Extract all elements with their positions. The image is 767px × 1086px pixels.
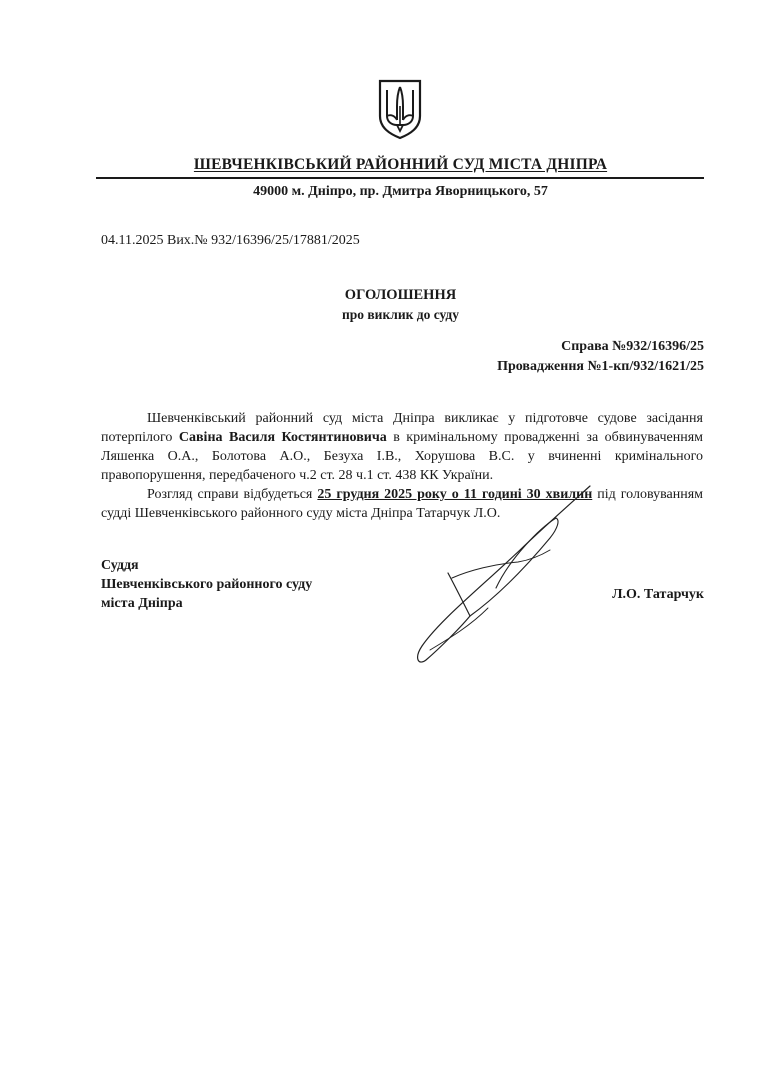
court-address: 49000 м. Дніпро, пр. Дмитра Яворницького, 57 xyxy=(253,184,548,199)
p1-start: Шевченківський районний суд міста Дніпра викликає у підготовче судове засідання потерпілого xyxy=(101,411,703,445)
header-divider xyxy=(96,177,704,179)
judge-title-line3: міста Дніпра xyxy=(101,596,183,611)
judge-title-line1: Суддя xyxy=(101,558,139,573)
judge-title-block xyxy=(101,556,312,613)
judge-name: Л.О. Татарчук xyxy=(612,587,704,602)
p1-end: в кримінальному провадженні за обвинуваченням Ляшенка О.А., Болотова А.О., Безуха І.В., Хорушова В.С. у вчиненні кримінального правопорушення, передбаченого ч.2 ст. 28 ч.1 ст. 438 КК України. xyxy=(101,430,703,483)
paragraph-summons xyxy=(101,409,703,485)
case-number: Справа №932/16396/25 xyxy=(561,339,704,354)
p2-start: Розгляд справи відбудеться xyxy=(147,487,313,502)
victim-name: Савіна Василя Костянтиновича xyxy=(178,430,387,445)
announcement-title: ОГОЛОШЕННЯ xyxy=(344,287,457,303)
proceeding-number: Провадження №1-кп/932/1621/25 xyxy=(497,359,704,374)
court-name: ШЕВЧЕНКІВСЬКИЙ РАЙОННИЙ СУД МІСТА ДНІПРА xyxy=(193,156,608,173)
outgoing-reference: 04.11.2025 Вих.№ 932/16396/25/17881/2025 xyxy=(101,233,360,248)
coat-of-arms-icon xyxy=(376,78,424,140)
judge-title-line2: Шевченківського районного суду xyxy=(101,577,313,592)
announcement-subtitle: про виклик до суду xyxy=(341,307,459,322)
hearing-date: 25 грудня 2025 року о 11 годині 30 хвилин xyxy=(317,487,593,502)
p2-end: під головуванням судді Шевченківського районного суду міста Дніпра Татарчук Л.О. xyxy=(101,487,704,521)
handwritten-signature xyxy=(400,478,600,668)
